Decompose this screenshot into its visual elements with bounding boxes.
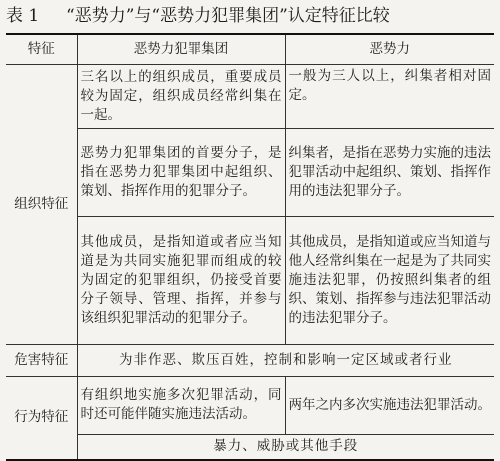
table-number: 表 1 [6, 6, 40, 26]
header-feature: 特征 [6, 34, 77, 64]
org-leader-group: 恶势力犯罪集团的首要分子，是指在恶势力犯罪集团中起组织、策划、指挥作用的犯罪分子。 [77, 128, 285, 216]
org-row-3 [6, 216, 494, 344]
behavior-feature-label: 行为特征 [6, 376, 77, 460]
behavior-force: 两年之内多次实施违法犯罪活动。 [285, 376, 494, 434]
behavior-shared-means: 暴力、威胁或其他手段 [77, 434, 494, 460]
header-force: 恶势力 [285, 34, 494, 64]
behavior-row-2 [6, 434, 494, 460]
header-group: 恶势力犯罪集团 [77, 34, 285, 64]
org-feature-label: 组织特征 [6, 64, 77, 344]
org-row-1 [6, 64, 494, 128]
header-row [6, 34, 494, 64]
harm-feature-text: 为非作恶、欺压百姓，控制和影响一定区域或者行业 [77, 344, 494, 376]
harm-row [6, 344, 494, 376]
table-title: “恶势力”与“恶势力犯罪集团”认定特征比较 [66, 6, 390, 26]
org-members-group: 三名以上的组织成员，重要成员较为固定，组织成员经常纠集在一起。 [77, 64, 285, 128]
harm-feature-label: 危害特征 [6, 344, 77, 376]
table-caption [6, 3, 496, 29]
behavior-group: 有组织地实施多次犯罪活动，同时还可能伴随实施违法活动。 [77, 376, 285, 434]
org-leader-force: 纠集者，是指在恶势力实施的违法犯罪活动中起组织、策划、指挥作用的违法犯罪分子。 [285, 128, 494, 216]
org-row-2 [6, 128, 494, 216]
comparison-table [6, 33, 494, 461]
behavior-row-1 [6, 376, 494, 434]
org-other-force: 其他成员，是指知道或应当知道与他人经常纠集在一起是为了共同实施违法犯罪，仍按照纠集者的组织、策划、指挥参与违法犯罪活动的违法犯罪分子。 [285, 216, 494, 344]
org-members-force: 一般为三人以上，纠集者相对固定。 [285, 64, 494, 128]
org-other-group: 其他成员，是指知道或者应当知道是为共同实施犯罪而组成的较为固定的犯罪组织，仍接受首要分子领导、管理、指挥，并参与该组织犯罪活动的犯罪分子。 [77, 216, 285, 344]
